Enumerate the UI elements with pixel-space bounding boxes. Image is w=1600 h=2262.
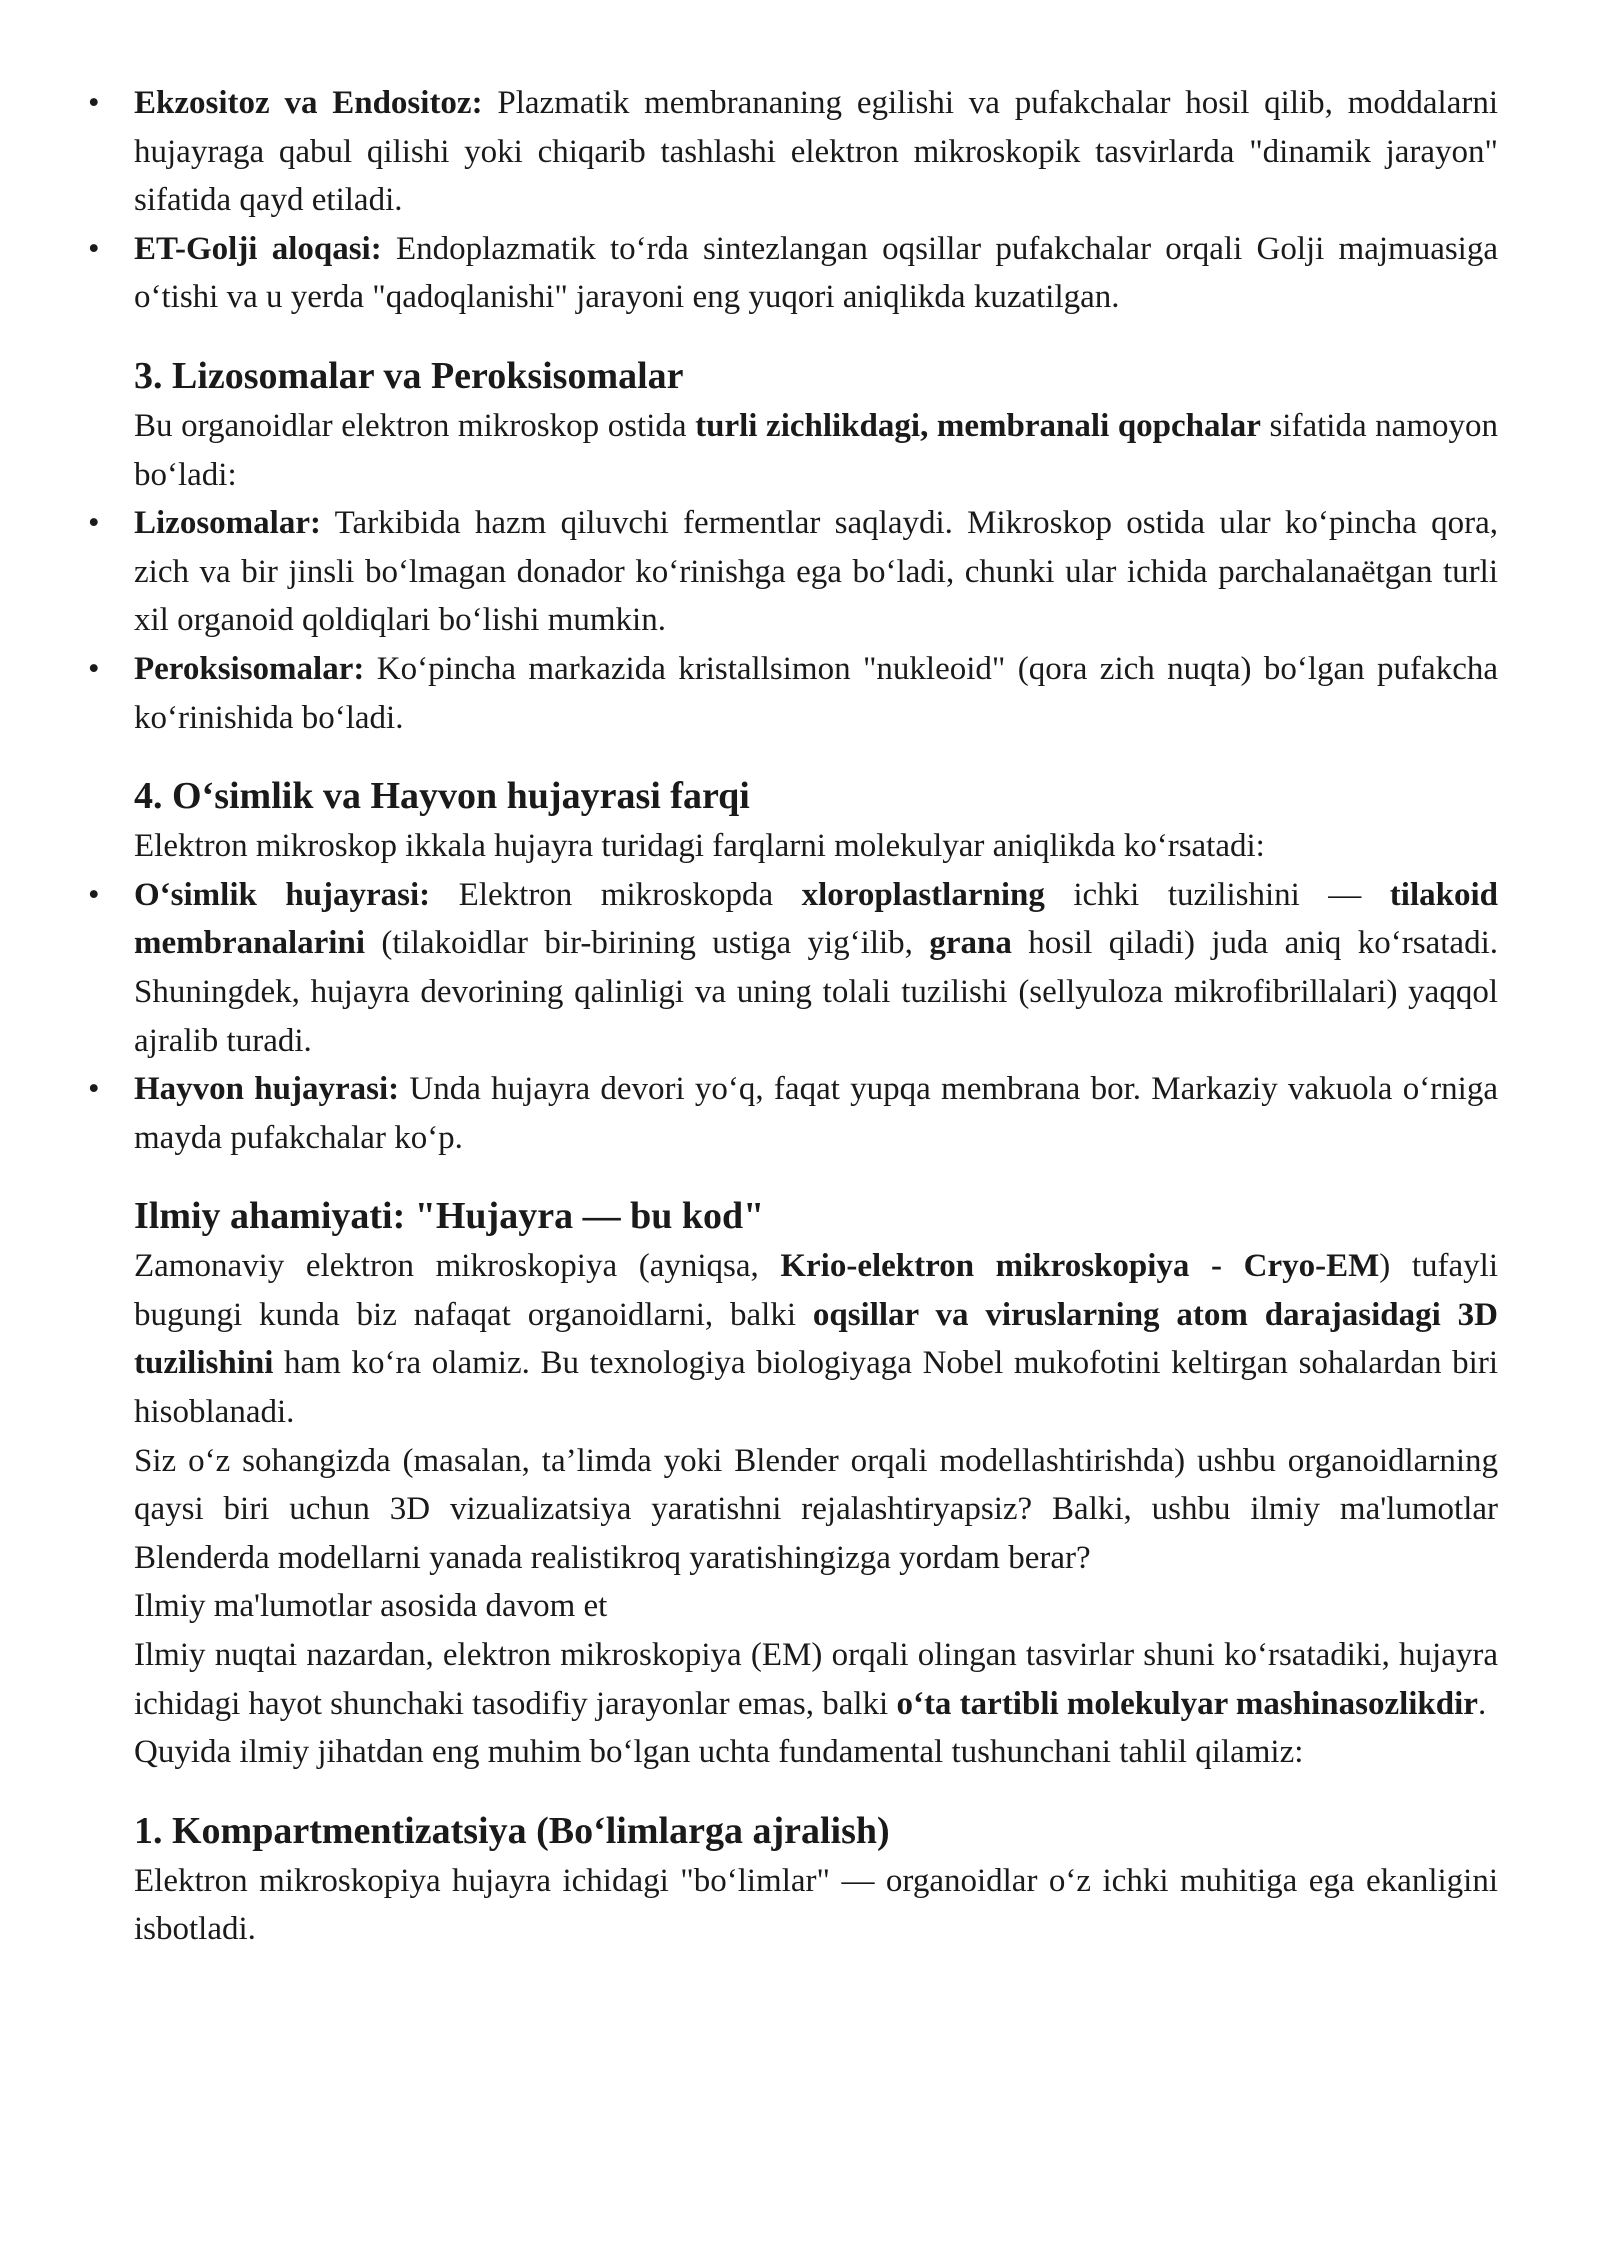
intro-text: Bu organoidlar elektron mikroskop ostida xyxy=(134,407,696,444)
paragraph-text: . xyxy=(1477,1685,1487,1722)
paragraph-bold: o‘ta tartibli molekulyar mashinasozlikdir xyxy=(896,1685,1478,1722)
paragraph-intro-concepts: Quyida ilmiy jihatdan eng muhim bo‘lgan uchta fundamental tushunchani tahlil qilamiz: xyxy=(134,1734,1304,1771)
list-item-lysosomes xyxy=(88,499,1498,645)
list-item-peroxisomes xyxy=(88,645,1498,742)
list-item-label: Ekzositoz va Endositoz: xyxy=(134,85,483,121)
intro-bold: turli zichlikdagi, membranali qopchalar xyxy=(695,407,1261,444)
list-item-text: Ko‘pincha markazida kristallsimon "nukleoid" (qora zich nuqta) bo‘lgan pufakcha ko‘rinishida bo‘ladi. xyxy=(134,650,1498,736)
paragraph-text: ) tufayli bugungi kunda biz nafaqat organoidlarni, balki xyxy=(134,1248,1499,1333)
paragraph-bold: Krio-elektron mikroskopiya - Cryo-EM xyxy=(780,1248,1380,1285)
paragraph-text: Zamonaviy elektron mikroskopiya (ayniqsa, xyxy=(134,1248,781,1285)
bullet-icon: • xyxy=(88,876,100,913)
section-intro xyxy=(134,402,1498,499)
intro-text: sifatida namoyon bo‘ladi: xyxy=(134,407,1498,493)
list-item-endocytosis xyxy=(88,79,1498,225)
list-item-text: Unda hujayra devori yo‘q, faqat yupqa membrana bor. Markaziy vakuola o‘rniga mayda pufakchalar ko‘p. xyxy=(134,1071,1498,1156)
paragraph-bold: oqsillar va viruslarning atom darajasidagi 3D tuzilishini xyxy=(134,1296,1498,1382)
list-item-label: O‘simlik hujayrasi: xyxy=(134,876,431,913)
bullet-icon: • xyxy=(88,1071,100,1108)
list-item-label: Lizosomalar: xyxy=(134,505,321,542)
list-item-text: ichki tuzilishini — xyxy=(1044,876,1390,913)
list-item-bold: tilakoid membranalarini xyxy=(134,876,1498,962)
list-item-text: Elektron mikroskopda xyxy=(430,876,802,913)
paragraph-cryo-em xyxy=(134,1242,1498,1436)
list-item-bold: xloroplastlarning xyxy=(801,876,1045,913)
list-item-text: (tilakoidlar bir-birining ustiga yig‘ilib, xyxy=(364,925,930,962)
section-heading-plant-animal: 4. O‘simlik va Hayvon hujayrasi farqi xyxy=(134,775,750,818)
paragraph-compartments: Elektron mikroskopiya hujayra ichidagi "bo‘limlar" — organoidlar o‘z ichki muhitiga ega ekanligini isbotladi. xyxy=(134,1862,1498,1948)
bullet-icon: • xyxy=(88,505,100,542)
list-item-label: Peroksisomalar: xyxy=(134,650,365,687)
bullet-icon: • xyxy=(88,650,100,687)
list-item-er-golgi xyxy=(88,225,1498,322)
paragraph-text: Ilmiy nuqtai nazardan, elektron mikroskopiya (EM) orqali olingan tasvirlar shuni ko‘rsatadiki, hujayra ichidagi hayot shunchaki tasodifiy jarayonlar emas, balki xyxy=(134,1637,1498,1722)
list-item-text: Tarkibida hazm qiluvchi fermentlar saqlaydi. Mikroskop ostida ular ko‘pincha qora, zich va bir jinsli bo‘lmagan donador ko‘rinishga ega bo‘ladi, chunki ular ichida parchalanaёtgan turli xil organoid qoldiqlari bo‘lishi mumkin. xyxy=(134,505,1498,639)
list-item-text: Endoplazmatik to‘rda sintezlangan oqsillar pufakchalar orqali Golji majmuasiga o‘tishi va u yerda "qadoqlanishi" jarayoni eng yuqori aniqlikda kuzatilgan. xyxy=(134,230,1498,316)
section-heading-science: Ilmiy ahamiyati: "Hujayra — bu kod" xyxy=(134,1195,765,1238)
paragraph-continue: Ilmiy ma'lumotlar asosida davom et xyxy=(134,1588,608,1625)
list-item-animal-cell xyxy=(88,1065,1498,1162)
bullet-icon: • xyxy=(88,230,100,267)
list-item-label: ET-Golji aloqasi: xyxy=(134,230,382,267)
bullet-icon: • xyxy=(88,85,100,121)
paragraph-blender: Siz o‘z sohangizda (masalan, ta’limda yoki Blender orqali modellashtirishda) ushbu organoidlarning qaysi biri uchun 3D vizualizatsiya yaratishni rejalashtiryapsiz? Balki, ushbu ilmiy ma'lumotlar Blenderda modellarni yanada realistikroq yaratishingizga yordam berar? xyxy=(134,1442,1498,1576)
section-intro: Elektron mikroskop ikkala hujayra turidagi farqlarni molekulyar aniqlikda ko‘rsatadi: xyxy=(134,828,1265,865)
list-item-bold: grana xyxy=(929,925,1012,962)
list-item-text: Plazmatik membrananing egilishi va pufakchalar hosil qilib, moddalarni hujayraga qabul qilishi yoki chiqarib tashlashi elektron mikroskopik tasvirlarda "dinamik jarayon" sifatida qayd etiladi. xyxy=(134,85,1498,219)
section-heading-lysosomes: 3. Lizosomalar va Peroksisomalar xyxy=(134,354,684,397)
section-heading-compartments: 1. Kompartmentizatsiya (Bo‘limlarga ajralish) xyxy=(134,1809,890,1852)
list-item-plant-cell xyxy=(88,871,1498,1065)
list-item-text: hosil qiladi) juda aniq ko‘rsatadi. Shuningdek, hujayra devorining qalinligi va uning tolali tuzilishi (sellyuloza mikrofibrillalari) yaqqol ajralib turadi. xyxy=(134,925,1498,1059)
paragraph-em-view xyxy=(134,1631,1498,1728)
paragraph-text: ham ko‘ra olamiz. Bu texnologiya biologiyaga Nobel mukofotini keltirgan sohalardan biri hisoblanadi. xyxy=(134,1345,1498,1431)
list-item-label: Hayvon hujayrasi: xyxy=(134,1071,400,1108)
